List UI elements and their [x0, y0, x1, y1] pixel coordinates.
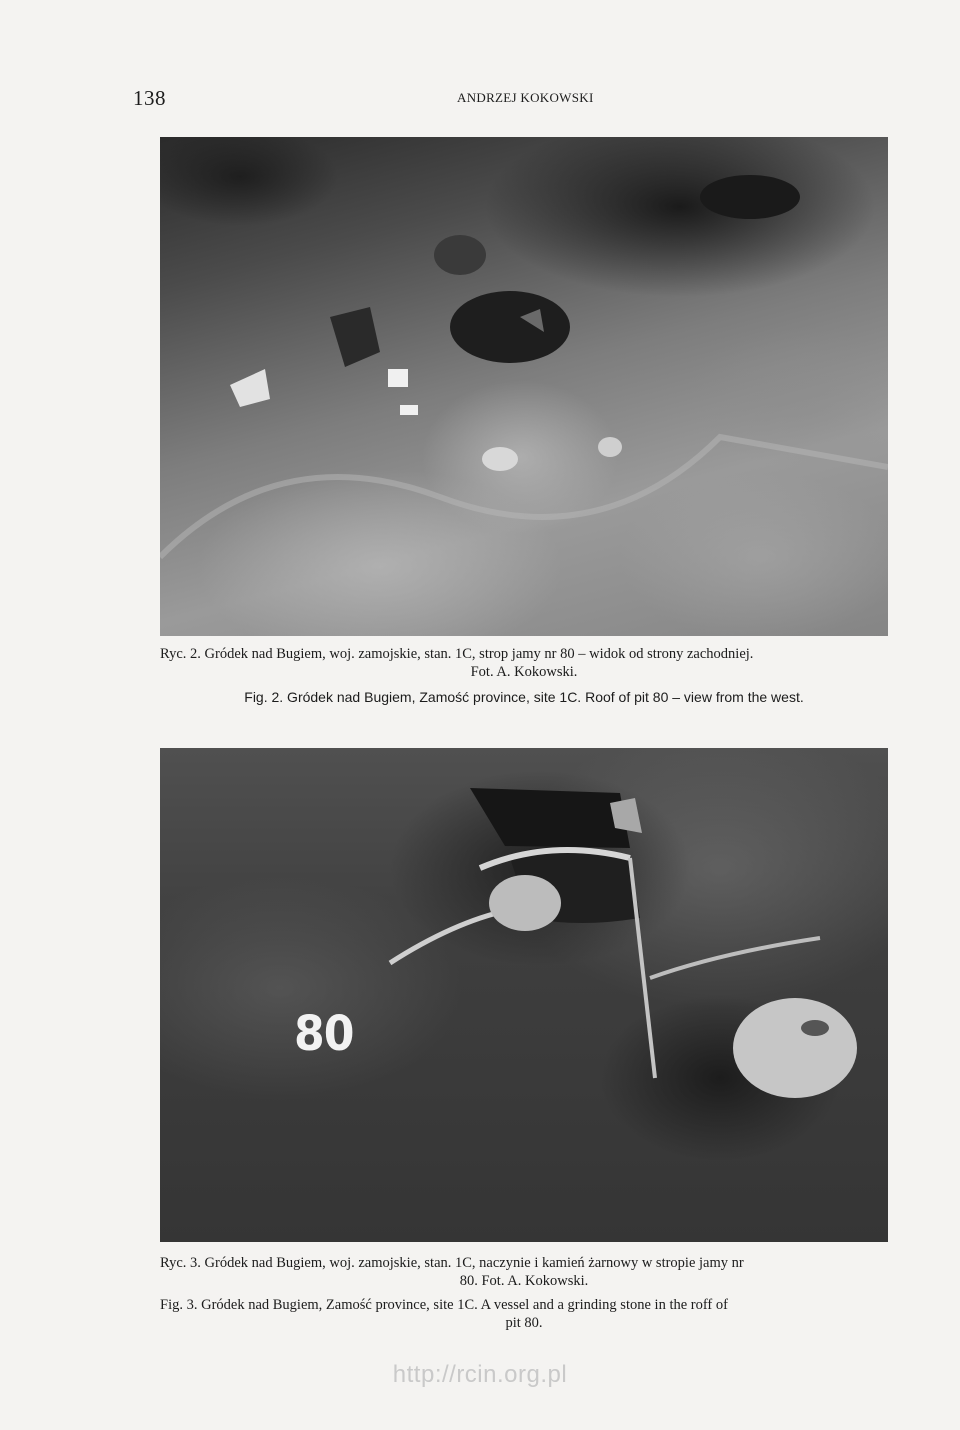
stone-fragment	[330, 307, 380, 367]
watermark-url: http://rcin.org.pl	[392, 1361, 568, 1388]
figure-3-caption-pl: Ryc. 3. Gródek nad Bugiem, woj. zamojskie, stan. 1C, naczynie i kamień żarnowy w stropie jamy nr	[160, 1255, 744, 1271]
dark-stone-cluster	[450, 291, 570, 363]
grinding-stone	[733, 998, 857, 1098]
vessel-inner-light	[489, 875, 561, 931]
figure-2-caption-en: Fig. 2. Gródek nad Bugiem, Zamość province, site 1C. Roof of pit 80 – view from the west.	[244, 689, 804, 705]
vessel-crack	[630, 858, 655, 1078]
figure-3-caption-en-end: pit 80.	[505, 1315, 543, 1331]
page-number: 138	[133, 86, 166, 110]
running-header-author: ANDRZEJ KOKOWSKI	[457, 90, 594, 105]
soil-streak	[160, 437, 888, 557]
figure-3-photo	[160, 748, 888, 1242]
bone-fragment	[230, 369, 270, 407]
light-patch	[482, 447, 518, 471]
vessel-crack	[650, 938, 820, 978]
figure-2-caption-pl-credit: Fot. A. Kokowski.	[470, 664, 578, 680]
pit-number-label: 80	[294, 1006, 354, 1062]
grinding-stone-mark	[801, 1020, 829, 1036]
figure-3-caption-pl-credit: 80. Fot. A. Kokowski.	[459, 1273, 589, 1289]
figure-3-caption-en: Fig. 3. Gródek nad Bugiem, Zamość province, site 1C. A vessel and a grinding stone in the roff of	[160, 1297, 728, 1313]
dark-patch	[700, 175, 800, 219]
stone	[434, 235, 486, 275]
marker-tag	[400, 405, 418, 415]
marker-tag	[388, 369, 408, 387]
figure-2-photo	[160, 137, 888, 636]
figure-2-caption-pl: Ryc. 2. Gródek nad Bugiem, woj. zamojskie, stan. 1C, strop jamy nr 80 – widok od strony zachodniej.	[160, 646, 754, 662]
light-patch	[598, 437, 622, 457]
pit-shadow	[470, 788, 630, 848]
